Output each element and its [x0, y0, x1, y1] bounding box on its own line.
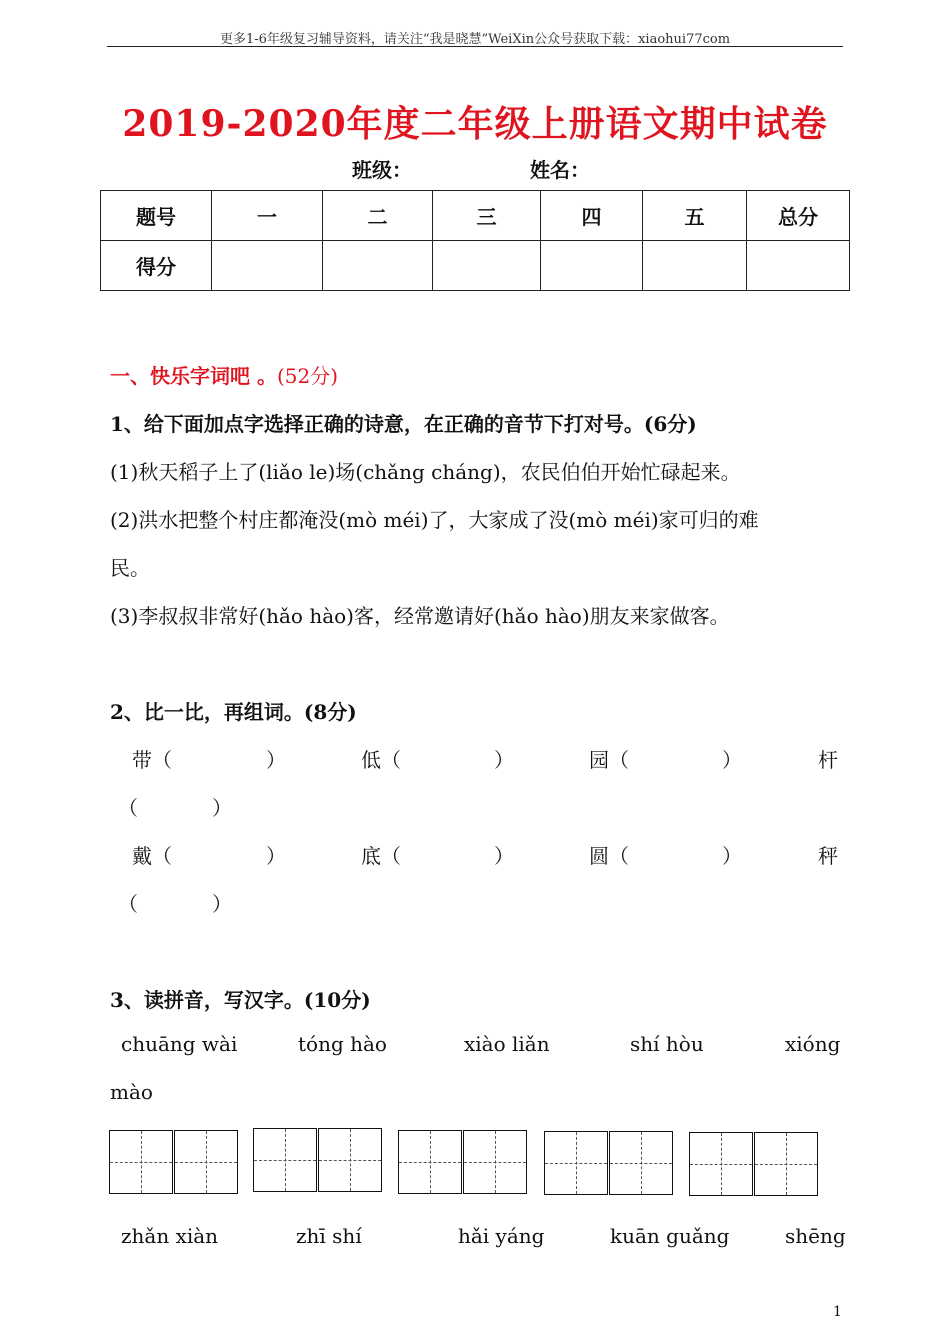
compare-bracket: ）	[494, 844, 514, 868]
pinyin: hǎi yáng	[458, 1224, 545, 1248]
score-header-cell: 题号	[101, 191, 212, 241]
score-header-cell: 二	[323, 191, 433, 241]
header-divider	[107, 46, 843, 47]
pinyin: tóng hào	[298, 1032, 387, 1056]
writing-grid-cell[interactable]	[609, 1131, 673, 1195]
compare-word: 圆（	[589, 844, 629, 868]
score-cell[interactable]	[323, 241, 433, 291]
compare-bracket: （	[118, 796, 138, 820]
compare-bracket: ）	[212, 796, 232, 820]
pinyin: zhǎn xiàn	[121, 1224, 219, 1248]
score-header-cell: 五	[643, 191, 747, 241]
section-1-title: 一、快乐字词吧 。	[110, 364, 277, 388]
pinyin: xióng	[785, 1032, 841, 1056]
page-title: 2019-2020年度二年级上册语文期中试卷	[122, 103, 828, 145]
compare-bracket: （	[118, 892, 138, 916]
score-cell[interactable]	[433, 241, 541, 291]
compare-bracket: ）	[212, 892, 232, 916]
compare-word: 底（	[361, 844, 401, 868]
score-cell[interactable]	[643, 241, 747, 291]
section-1-points: (52分)	[276, 364, 339, 388]
question-1-item: 民。	[110, 556, 150, 580]
class-label: 班级：	[352, 158, 412, 182]
compare-word: 戴（	[132, 844, 172, 868]
question-1-item: (2)洪水把整个村庄都淹没(mò méi)了，大家成了没(mò méi)家可归的难	[110, 508, 759, 532]
pinyin: mào	[110, 1080, 153, 1104]
compare-word: 带（	[132, 748, 172, 772]
score-header-cell: 总分	[747, 191, 850, 241]
compare-bracket: ）	[722, 844, 742, 868]
writing-grid-cell[interactable]	[318, 1128, 382, 1192]
section-1-heading	[110, 360, 338, 389]
score-table	[100, 190, 850, 291]
writing-grid-cell[interactable]	[109, 1130, 173, 1194]
compare-word: 低（	[361, 748, 401, 772]
writing-grid-cell[interactable]	[689, 1132, 753, 1196]
writing-grid-cell[interactable]	[463, 1130, 527, 1194]
question-2-title: 2、比一比，再组词。(8分)	[110, 700, 357, 724]
compare-bracket: ）	[266, 748, 286, 772]
writing-grid-cell[interactable]	[544, 1131, 608, 1195]
compare-bracket: ）	[722, 748, 742, 772]
writing-grid-cell[interactable]	[253, 1128, 317, 1192]
compare-word: 杆	[818, 748, 838, 772]
score-header-cell: 三	[433, 191, 541, 241]
score-table-score-row	[101, 241, 850, 291]
pinyin: shí hòu	[630, 1032, 704, 1056]
pinyin: kuān guǎng	[610, 1224, 730, 1248]
score-cell[interactable]	[212, 241, 323, 291]
question-1-item: (3)李叔叔非常好(hǎo hào)客，经常邀请好(hǎo hào)朋友来家做客。	[110, 604, 730, 628]
question-1-item: (1)秋天稻子上了(liǎo le)场(chǎng cháng)，农民伯伯开始忙碌起来。	[110, 460, 741, 484]
score-cell[interactable]	[541, 241, 643, 291]
writing-grid-cell[interactable]	[174, 1130, 238, 1194]
question-3-title: 3、读拼音，写汉字。(10分)	[110, 988, 371, 1012]
writing-grid-cell[interactable]	[754, 1132, 818, 1196]
score-header-cell: 四	[541, 191, 643, 241]
compare-bracket: ）	[266, 844, 286, 868]
pinyin: shēng	[785, 1224, 846, 1248]
score-row-label: 得分	[101, 241, 212, 291]
compare-bracket: ）	[494, 748, 514, 772]
header-note: 更多1-6年级复习辅导资料，请关注“我是晓慧”WeiXin公众号获取下载：xiaohui77com	[219, 32, 731, 47]
pinyin: xiào liǎn	[464, 1032, 550, 1056]
pinyin: zhī shí	[296, 1224, 362, 1248]
page-number: 1	[833, 1304, 842, 1320]
pinyin: chuāng wài	[121, 1032, 238, 1056]
compare-word: 秤	[818, 844, 838, 868]
question-1-title: 1、给下面加点字选择正确的诗意，在正确的音节下打对号。(6分)	[110, 412, 697, 436]
name-label: 姓名：	[530, 158, 590, 182]
score-cell[interactable]	[747, 241, 850, 291]
score-header-cell: 一	[212, 191, 323, 241]
writing-grid-cell[interactable]	[398, 1130, 462, 1194]
score-table-header-row	[101, 191, 850, 241]
compare-word: 园（	[589, 748, 629, 772]
